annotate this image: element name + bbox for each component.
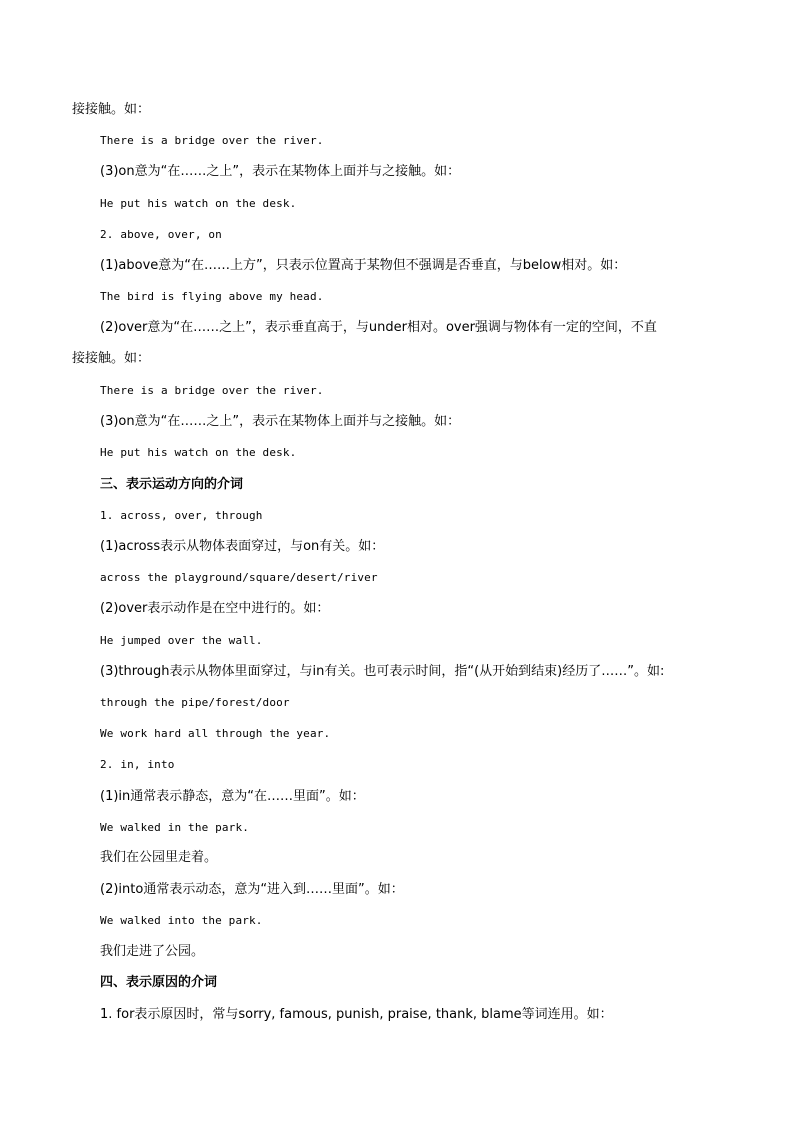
text-line: 1. for表示原因时，常与sorry, famous, punish, praise, thank, blame等词连用。如： bbox=[100, 1007, 613, 1022]
text-line: 1. across, over, through bbox=[100, 509, 263, 522]
text-line: 接接触。如： bbox=[72, 102, 151, 117]
text-line: (1)above意为“在……上方”，只表示位置高于某物但不强调是否垂直，与below相对。如： bbox=[100, 258, 627, 273]
text-line: 我们走进了公园。 bbox=[100, 944, 205, 959]
text-line: We walked into the park. bbox=[100, 914, 263, 927]
text-line: There is a bridge over the river. bbox=[100, 384, 324, 397]
text-line: 2. in, into bbox=[100, 758, 175, 771]
section-heading: 三、表示运动方向的介词 bbox=[100, 477, 244, 492]
text-line: The bird is flying above my head. bbox=[100, 290, 324, 303]
text-line: through the pipe/forest/door bbox=[100, 696, 290, 709]
text-line: There is a bridge over the river. bbox=[100, 134, 324, 147]
text-line: We work hard all through the year. bbox=[100, 727, 331, 740]
text-line: We walked in the park. bbox=[100, 821, 249, 834]
text-line: (2)over表示动作是在空中进行的。如： bbox=[100, 601, 330, 616]
text-line: (2)into通常表示动态，意为“进入到……里面”。如： bbox=[100, 882, 404, 897]
text-line: 2. above, over, on bbox=[100, 228, 222, 241]
text-line: (3)on意为“在……之上”，表示在某物体上面并与之接触。如： bbox=[100, 414, 461, 429]
section-heading: 四、表示原因的介词 bbox=[100, 975, 218, 990]
text-line: (3)on意为“在……之上”，表示在某物体上面并与之接触。如： bbox=[100, 164, 461, 179]
text-line: He jumped over the wall. bbox=[100, 634, 263, 647]
text-line: 我们在公园里走着。 bbox=[100, 850, 218, 865]
text-line: (3)through表示从物体里面穿过，与in有关。也可表示时间，指“(从开始到结束)经历了……”。如: bbox=[100, 664, 665, 679]
text-line: (1)across表示从物体表面穿过，与on有关。如： bbox=[100, 539, 385, 554]
text-line: (1)in通常表示静态，意为“在……里面”。如： bbox=[100, 789, 365, 804]
text-line: 接接触。如： bbox=[72, 351, 151, 366]
text-line: (2)over意为“在……之上”，表示垂直高于，与under相对。over强调与物体有一定的空间，不直 bbox=[100, 320, 657, 335]
text-line: across the playground/square/desert/river bbox=[100, 571, 378, 584]
text-line: He put his watch on the desk. bbox=[100, 446, 297, 459]
text-line: He put his watch on the desk. bbox=[100, 197, 297, 210]
